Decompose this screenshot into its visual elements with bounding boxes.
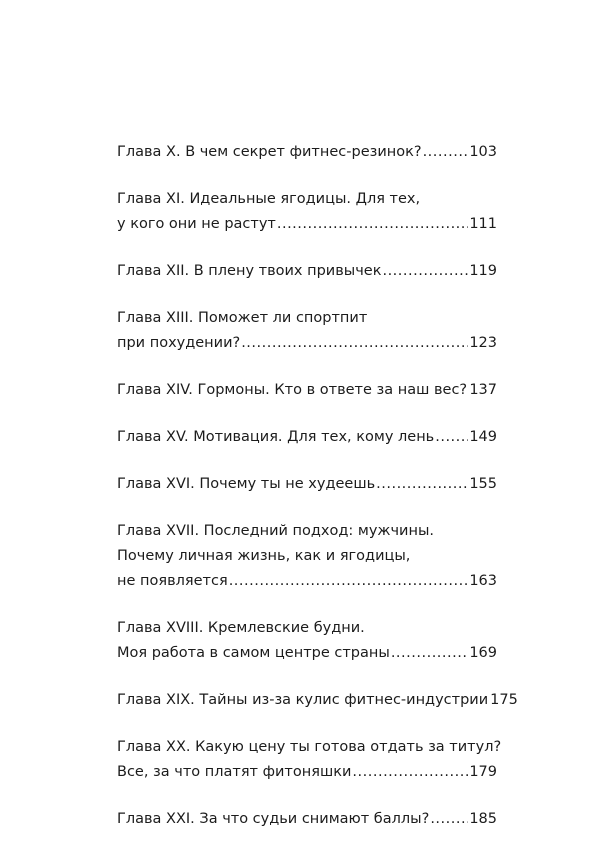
- page-number: 149: [469, 425, 497, 450]
- dot-leader: [391, 641, 468, 666]
- toc-entry[interactable]: [117, 187, 497, 237]
- toc-entry-line: [117, 187, 497, 212]
- chapter-title: Глава XI. Идеальные ягодицы. Для тех,: [117, 187, 420, 212]
- toc-entry-line: [117, 259, 497, 284]
- toc-entry[interactable]: [117, 306, 497, 356]
- page-number: 163: [469, 569, 497, 594]
- toc-entry[interactable]: [117, 472, 497, 497]
- page-number: 155: [469, 472, 497, 497]
- toc-entry[interactable]: [117, 425, 497, 450]
- chapter-title: Глава XVI. Почему ты не худеешь: [117, 472, 375, 497]
- toc-entry[interactable]: [117, 735, 497, 785]
- toc-entry-line: [117, 140, 497, 165]
- chapter-title: Глава XVIII. Кремлевские будни.: [117, 616, 365, 641]
- toc-entry-line: [117, 425, 497, 450]
- dot-leader: [376, 472, 468, 497]
- dot-leader: [430, 807, 468, 832]
- toc-entry-line: [117, 807, 497, 832]
- page-number: 137: [469, 378, 497, 403]
- page-number: 179: [469, 760, 497, 785]
- toc-entry-line: [117, 519, 497, 544]
- page-number: 175: [490, 688, 518, 713]
- chapter-title: Почему личная жизнь, как и ягодицы,: [117, 544, 410, 569]
- chapter-title: Глава XII. В плену твоих привычек: [117, 259, 381, 284]
- page-number: 123: [469, 331, 497, 356]
- toc-entry-line: [117, 735, 497, 760]
- toc-entry[interactable]: [117, 259, 497, 284]
- toc-entry-line: [117, 641, 497, 666]
- toc-entry[interactable]: [117, 140, 497, 165]
- toc-entry-line: [117, 378, 497, 403]
- chapter-title: Глава XIII. Поможет ли спортпит: [117, 306, 367, 331]
- page-number: 185: [469, 807, 497, 832]
- dot-leader: [435, 425, 468, 450]
- chapter-title: Все, за что платят фитоняшки: [117, 760, 351, 785]
- toc-entry-line: [117, 306, 497, 331]
- toc-entry-line: [117, 688, 497, 713]
- chapter-title: Глава XIV. Гормоны. Кто в ответе за наш вес?: [117, 378, 467, 403]
- chapter-title: Моя работа в самом центре страны: [117, 641, 390, 666]
- chapter-title: Глава XV. Мотивация. Для тех, кому лень: [117, 425, 434, 450]
- toc-entry-line: [117, 331, 497, 356]
- toc-entry-line: [117, 760, 497, 785]
- toc-entry[interactable]: [117, 688, 497, 713]
- chapter-title: Глава XVII. Последний подход: мужчины.: [117, 519, 434, 544]
- chapter-title: Глава XIX. Тайны из-за кулис фитнес-индустрии: [117, 688, 488, 713]
- dot-leader: [277, 212, 468, 237]
- table-of-contents: [117, 140, 497, 854]
- page-number: 169: [469, 641, 497, 666]
- toc-entry[interactable]: [117, 519, 497, 594]
- toc-entry-line: [117, 616, 497, 641]
- toc-entry-line: [117, 544, 497, 569]
- chapter-title: при похудении?: [117, 331, 240, 356]
- page-number: 103: [469, 140, 497, 165]
- toc-entry-line: [117, 569, 497, 594]
- chapter-title: Глава XXI. За что судьи снимают баллы?: [117, 807, 429, 832]
- chapter-title: у кого они не растут: [117, 212, 276, 237]
- dot-leader: [423, 140, 469, 165]
- dot-leader: [382, 259, 468, 284]
- chapter-title: Глава X. В чем секрет фитнес-резинок?: [117, 140, 422, 165]
- chapter-title: не появляется: [117, 569, 228, 594]
- toc-entry[interactable]: [117, 616, 497, 666]
- toc-entry-line: [117, 212, 497, 237]
- dot-leader: [229, 569, 469, 594]
- dot-leader: [352, 760, 468, 785]
- page-number: 111: [469, 212, 497, 237]
- page-number: 119: [469, 259, 497, 284]
- toc-entry-line: [117, 472, 497, 497]
- dot-leader: [241, 331, 468, 356]
- toc-entry[interactable]: [117, 807, 497, 832]
- toc-entry[interactable]: [117, 378, 497, 403]
- chapter-title: Глава XX. Какую цену ты готова отдать за титул?: [117, 735, 501, 760]
